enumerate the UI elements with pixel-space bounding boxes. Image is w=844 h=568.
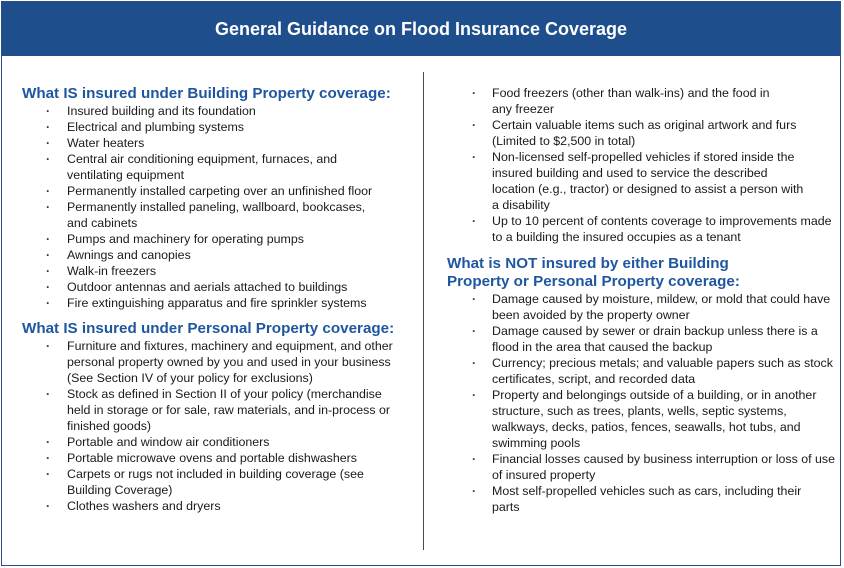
column-divider: [423, 72, 424, 550]
list-item: · Permanently installed paneling, wallboard, bookcases, and cabinets: [22, 199, 367, 231]
list-item: · Property and belongings outside of a building, or in another structure, such as trees, plants, wells, septic systems, walkways, decks, patios, fences, seawalls, hot tubs, and swimming pools: [447, 387, 837, 451]
list-item: · Furniture and fixtures, machinery and equipment, and other personal property owned by you and used in your business (See Section IV of your policy for exclusions): [22, 338, 399, 386]
list-item: · Most self-propelled vehicles such as cars, including their parts: [447, 483, 822, 515]
not-insured-heading: What is NOT insured by either Building Property or Personal Property coverage:: [447, 255, 740, 290]
panel-title: General Guidance on Flood Insurance Coverage: [2, 2, 840, 56]
list-item: · Outdoor antennas and aerials attached to buildings: [22, 279, 412, 295]
guidance-panel: [1, 1, 841, 566]
building-coverage-list: [22, 103, 414, 311]
list-item: · Carpets or rugs not included in building coverage (see Building Coverage): [22, 466, 392, 498]
list-item: · Up to 10 percent of contents coverage to improvements made to a building the insured occupies as a tenant: [447, 213, 832, 245]
list-item: · Non-licensed self-propelled vehicles if stored inside the insured building and used to service the described location (e.g., tractor) or designed to assist a person with a disability: [447, 149, 812, 213]
list-item: · Food freezers (other than walk-ins) and the food in any freezer: [447, 85, 792, 117]
list-item: · Walk-in freezers: [22, 263, 397, 279]
list-item: · Stock as defined in Section II of your policy (merchandise held in storage or for sale, raw materials, and in-process or finished goods): [22, 386, 399, 434]
list-item: · Portable microwave ovens and portable dishwashers: [22, 450, 399, 466]
list-item: · Permanently installed carpeting over an unfinished floor: [22, 183, 412, 199]
personal-property-list-continued: [447, 85, 832, 245]
list-item: · Clothes washers and dryers: [22, 498, 399, 514]
list-item: · Water heaters: [22, 135, 397, 151]
list-item: · Central air conditioning equipment, furnaces, and ventilating equipment: [22, 151, 357, 183]
list-item: · Currency; precious metals; and valuable papers such as stock certificates, script, and recorded data: [447, 355, 837, 387]
list-item: · Damage caused by moisture, mildew, or mold that could have been avoided by the property owner: [447, 291, 837, 323]
not-insured-list: [447, 291, 835, 515]
list-item: · Awnings and canopies: [22, 247, 397, 263]
left-column: [22, 77, 414, 514]
list-item: · Portable and window air conditioners: [22, 434, 399, 450]
list-item: · Insured building and its foundation: [22, 103, 397, 119]
list-item: · Certain valuable items such as original artwork and furs (Limited to $2,500 in total): [447, 117, 832, 149]
personal-property-heading: What IS insured under Personal Property coverage:: [22, 320, 395, 337]
list-item: · Fire extinguishing apparatus and fire sprinkler systems: [22, 295, 412, 311]
building-coverage-heading: What IS insured under Building Property coverage:: [22, 85, 391, 102]
list-item: · Electrical and plumbing systems: [22, 119, 397, 135]
list-item: · Damage caused by sewer or drain backup unless there is a flood in the area that caused the backup: [447, 323, 837, 355]
list-item: · Financial losses caused by business interruption or loss of use of insured property: [447, 451, 837, 483]
right-column: [447, 85, 835, 515]
list-item: · Pumps and machinery for operating pumps: [22, 231, 397, 247]
personal-property-list: [22, 338, 414, 514]
